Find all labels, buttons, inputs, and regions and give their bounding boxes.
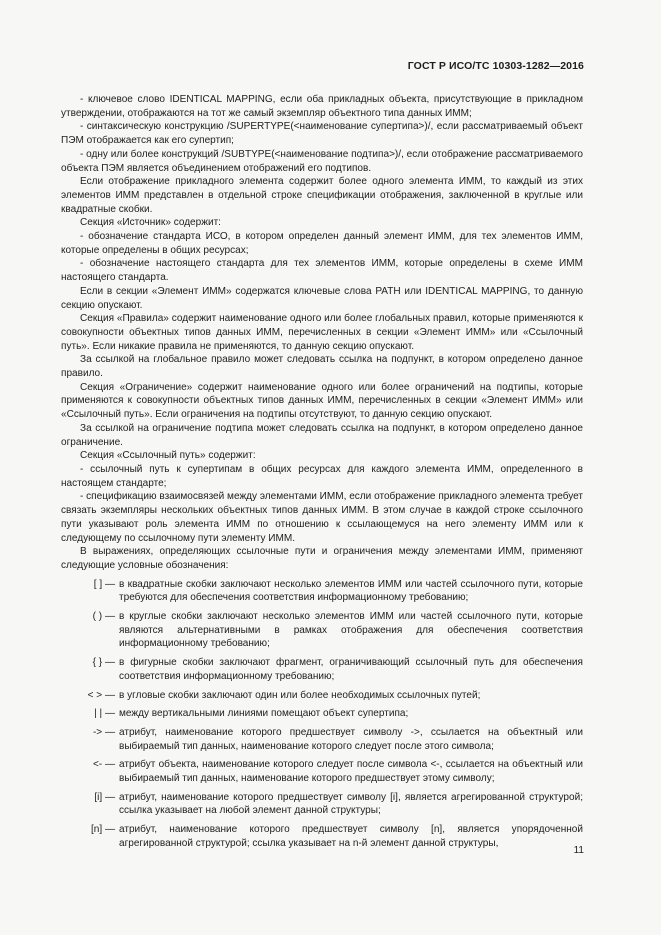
definition-symbol: [n] — [90, 824, 115, 836]
definition-item [61, 610, 583, 651]
definition-symbol: [i] — [94, 791, 115, 803]
definition-text: атрибут, наименование которого предшествует символу [i], является агрегированной структурой; ссылка указывает на любой элемент данной структуры; [119, 791, 583, 817]
definition-text: в круглые скобки заключают несколько элементов ИММ или частей ссылочного пути, которые являются альтернативными в рамках отображения для обеспечения соответствия информационному требованию; [119, 611, 583, 650]
paragraph: Секция «Ссылочный путь» содержит: [80, 450, 256, 462]
paragraph: - ссылочный путь к супертипам в общих ресурсах для каждого элемента ИММ, определенного в настоящем стандарте; [61, 463, 583, 489]
paragraph: - обозначение стандарта ИСО, в котором определен данный элемент ИММ, для тех элементов ИММ, которые определены в общих ресурсах; [61, 231, 583, 256]
page-number: 11 [573, 845, 584, 856]
paragraph: - синтаксическую конструкцию /SUPERTYPE(<наименование супертипа>)/, если рассматриваемый объект ПЭМ отображается как его супертип; [61, 121, 583, 147]
definition-item [61, 656, 583, 683]
paragraph: - спецификацию взаимосвязей между элементами ИММ, если отображение прикладного элемента требует связать экземпляры нескольких объектных типов данных ИММ. В этом случае в каждой строке ссылочного пути указывают роль элемента ИММ по отношению к ссылающемуся на него элементу ИММ или к следующему по ссылочному пути элементу ИММ. [61, 491, 583, 544]
paragraph: Секция «Источник» содержит: [80, 217, 221, 229]
definition-item [61, 689, 583, 703]
paragraph: Секция «Правила» содержит наименование одного или более глобальных правил, которые применяются к совокупности объектных типов данных ИММ, перечисленных в секции «Элемент ИММ» или «Ссылочный путь». Если никакие правила не применяются, то данную секцию опускают. [61, 313, 583, 352]
definition-symbol: | | — [94, 708, 115, 720]
definition-text: атрибут, наименование которого предшествует символу [n], является упорядоченной агрегированной структурой; ссылка указывает на n-й элемент данной структуры, [119, 824, 583, 849]
paragraph: - ключевое слово IDENTICAL MAPPING, если оба прикладных объекта, присутствующие в прикладном утверждении, отображаются на тот же самый экземпляр объектного типа данных ИММ; [61, 94, 583, 119]
paragraph: В выражениях, определяющих ссылочные пути и ограничения между элементами ИММ, применяют следующие условные обозначения: [61, 546, 583, 571]
definition-item [61, 707, 583, 721]
definition-symbol: -> — [92, 726, 115, 738]
definition-text: в угловые скобки заключают один или более необходимых ссылочных путей; [119, 689, 481, 701]
definition-symbol: { } — [92, 657, 115, 669]
definition-item [61, 726, 583, 753]
definition-symbol: <- — [92, 759, 115, 771]
paragraph: Если в секции «Элемент ИММ» содержатся ключевые слова PATH или IDENTICAL MAPPING, то данную секцию опускают. [61, 285, 583, 311]
definition-item [61, 791, 583, 818]
paragraph: За ссылкой на глобальное правило может следовать ссылка на подпункт, в котором определено данное правило. [61, 354, 583, 380]
definition-item [61, 578, 583, 605]
definition-symbol: ( ) — [92, 611, 115, 623]
definition-text: атрибут объекта, наименование которого следует после символа <-, ссылается на объектный или выбираемый тип данных, наименование которого предшествует этому символу; [119, 759, 583, 785]
paragraph: За ссылкой на ограничение подтипа может следовать ссылка на подпункт, в котором определено данное ограничение. [61, 422, 583, 448]
paragraph: Если отображение прикладного элемента содержит более одного элемента ИММ, то каждый из этих элементов ИММ представлен в отдельной строке спецификации отображения, заключенной в круглые или квадратные скобки. [61, 176, 583, 215]
definition-text: между вертикальными линиями помещают объект супертипа; [119, 708, 409, 720]
definition-symbol: < > — [87, 689, 115, 701]
definition-item [61, 823, 583, 850]
definition-text: в фигурные скобки заключают фрагмент, ограничивающий ссылочный путь для обеспечения соответствия информационному требованию; [119, 657, 583, 682]
definition-text: в квадратные скобки заключают несколько элементов ИММ или частей ссылочного пути, которые требуются для обеспечения соответствия информационному требованию; [119, 578, 583, 604]
page-body [61, 93, 583, 856]
paragraph: Секция «Ограничение» содержит наименование одного или более ограничений на подтипы, которые применяются к совокупности объектных типов данных ИММ, перечисленных в секции «Элемент ИММ» или «Ссылочный путь». Если ограничения на подтипы отсутствуют, то данную секцию опускают. [61, 381, 583, 421]
paragraph: - обозначение настоящего стандарта для тех элементов ИММ, которые определены в схеме ИММ настоящего стандарта. [61, 258, 583, 284]
definition-item [61, 758, 583, 785]
definition-text: атрибут, наименование которого предшествует символу ->, ссылается на объектный или выбираемый тип данных, наименование которого следует после этого символа; [119, 726, 583, 752]
running-header: ГОСТ Р ИСО/ТС 10303-1282—2016 [407, 60, 584, 72]
definition-symbol: [ ] — [93, 578, 115, 590]
paragraph: - одну или более конструкций /SUBTYPE(<наименование подтипа>)/, если отображение рассматриваемого объекта ПЭМ является объединением отображений его подтипов. [61, 148, 583, 174]
